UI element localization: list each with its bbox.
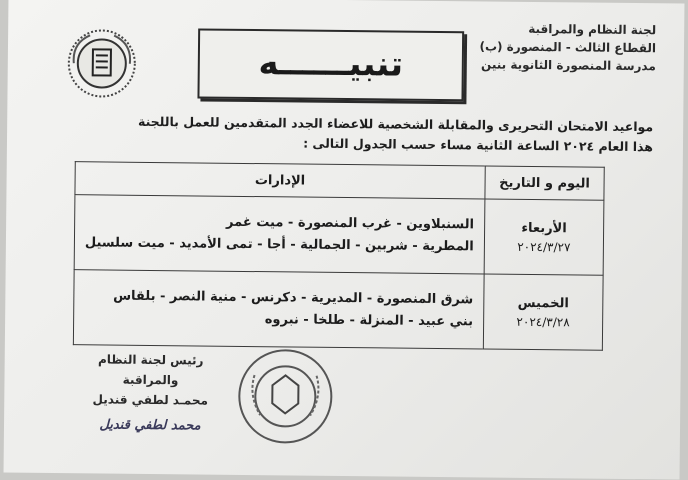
document-sheet [4, 0, 685, 480]
day-cell [484, 199, 604, 275]
ministry-logo-icon [65, 27, 138, 100]
letterhead-line-3: مدرسة المنصورة الثانوية بنين [481, 57, 656, 74]
day-date: ٢٠٢٤/٣/٢٨ [516, 314, 570, 329]
admin-line: بني عبيد - المنزلة - طلخا - نبروه [264, 312, 474, 330]
table-row [73, 270, 603, 351]
letterhead [479, 19, 656, 75]
day-name: الخميس [517, 295, 569, 311]
intro-line-1: مواعيد الامتحان التحريرى والمقابلة الشخصية للاعضاء الجدد المتقدمين للعمل باللجنة [137, 113, 654, 135]
signature-name: محمـد لطفي قنديل [92, 392, 209, 408]
admin-line: المطرية - شربين - الجمالية - أجا - تمى الأمديد - ميت سلسيل [84, 235, 474, 255]
table-row [74, 195, 604, 276]
handwritten-signature: محمد لطفي قنديل [99, 417, 201, 434]
intro-line-2: هذا العام ٢٠٢٤ الساعة الثانية مساء حسب الجدول التالى : [303, 135, 654, 155]
official-stamp-icon [234, 345, 337, 448]
day-name: الأربعاء [521, 220, 567, 236]
admin-line: شرق المنصورة - المديرية - دكرنس - منية النصر - بلقاس [113, 288, 474, 308]
admin-cell [74, 195, 485, 274]
admin-cell [73, 270, 484, 349]
column-header-admin: الإدارات [75, 162, 485, 199]
letterhead-line-2: القطاع الثالث - المنصورة (ب) [479, 39, 657, 56]
day-date: ٢٠٢٤/٣/٢٧ [517, 239, 571, 254]
table-header-row [75, 162, 604, 201]
notice-title-box [197, 28, 464, 101]
letterhead-line-1: لجنة النظام والمراقبة [528, 21, 657, 38]
intro-text [13, 111, 653, 158]
day-cell [483, 274, 603, 350]
schedule-table [73, 161, 605, 351]
signature-block [70, 349, 231, 437]
admin-line: السنبلاوين - غرب المنصورة - ميت غمر [226, 214, 475, 233]
signature-role: رئيس لجنة النظام والمراقبة [97, 352, 204, 388]
column-header-day: اليوم و التاريخ [485, 166, 604, 200]
notice-title: تنبيــــــه [258, 43, 404, 85]
